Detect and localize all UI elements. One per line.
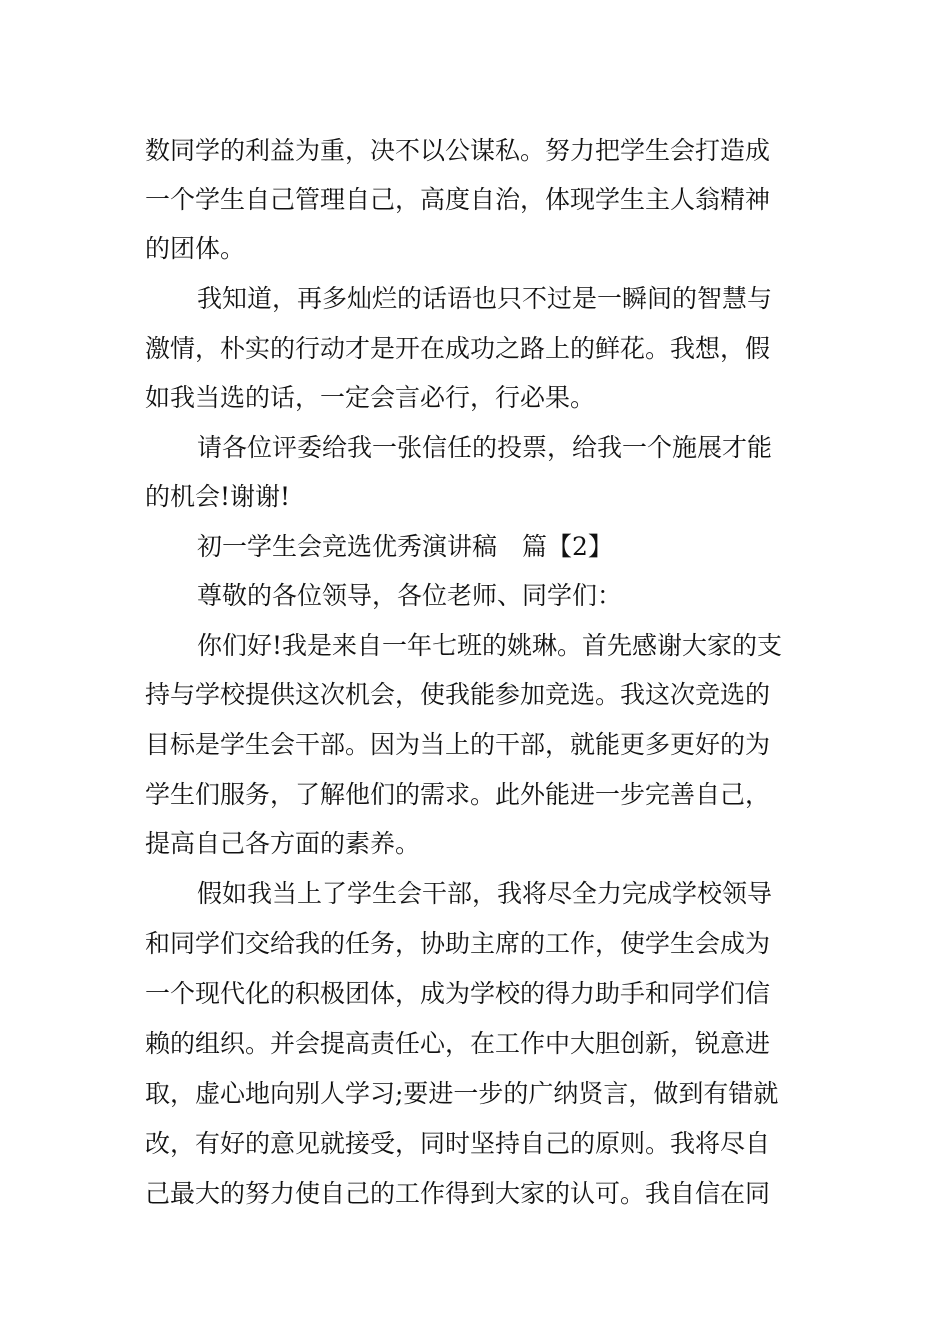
salutation: 尊敬的各位领导，各位老师、同学们： — [197, 581, 623, 610]
paragraph-first-line: 你们好!我是来自一年七班的姚琳。首先感谢大家的支 — [197, 631, 783, 660]
text-line: 学生们服务，了解他们的需求。此外能进一步完善自己， — [145, 780, 771, 809]
text-line: 改，有好的意见就接受，同时坚持自己的原则。我将尽自 — [145, 1129, 771, 1158]
paragraph-first-line: 假如我当上了学生会干部，我将尽全力完成学校领导 — [197, 879, 773, 908]
paragraph-first-line: 请各位评委给我一张信任的投票，给我一个施展才能 — [197, 433, 773, 462]
text-line: 己最大的努力使自己的工作得到大家的认可。我自信在同 — [145, 1179, 771, 1208]
text-line: 激情，朴实的行动才是开在成功之路上的鲜花。我想，假 — [145, 334, 771, 363]
text-line: 的团体。 — [145, 234, 246, 263]
text-line: 一个现代化的积极团体，成为学校的得力助手和同学们信 — [145, 979, 771, 1008]
text-line: 提高自己各方面的素养。 — [145, 829, 421, 858]
text-line: 取，虚心地向别人学习;要进一步的广纳贤言，做到有错就 — [145, 1079, 779, 1108]
text-line: 目标是学生会干部。因为当上的干部，就能更多更好的为 — [145, 730, 771, 759]
section-heading: 初一学生会竞选优秀演讲稿 篇【2】 — [197, 532, 613, 561]
text-line: 持与学校提供这次机会，使我能参加竞选。我这次竞选的 — [145, 680, 771, 709]
text-line: 和同学们交给我的任务，协助主席的工作，使学生会成为 — [145, 929, 771, 958]
text-line: 如我当选的话，一定会言必行，行必果。 — [145, 383, 596, 412]
text-line: 一个学生自己管理自己，高度自治，体现学生主人翁精神 — [145, 185, 771, 214]
text-line: 的机会!谢谢! — [145, 482, 291, 511]
text-line: 赖的组织。并会提高责任心，在工作中大胆创新，锐意进 — [145, 1029, 771, 1058]
paragraph-first-line: 我知道，再多灿烂的话语也只不过是一瞬间的智慧与 — [197, 284, 773, 313]
text-line: 数同学的利益为重，决不以公谋私。努力把学生会打造成 — [145, 136, 771, 165]
